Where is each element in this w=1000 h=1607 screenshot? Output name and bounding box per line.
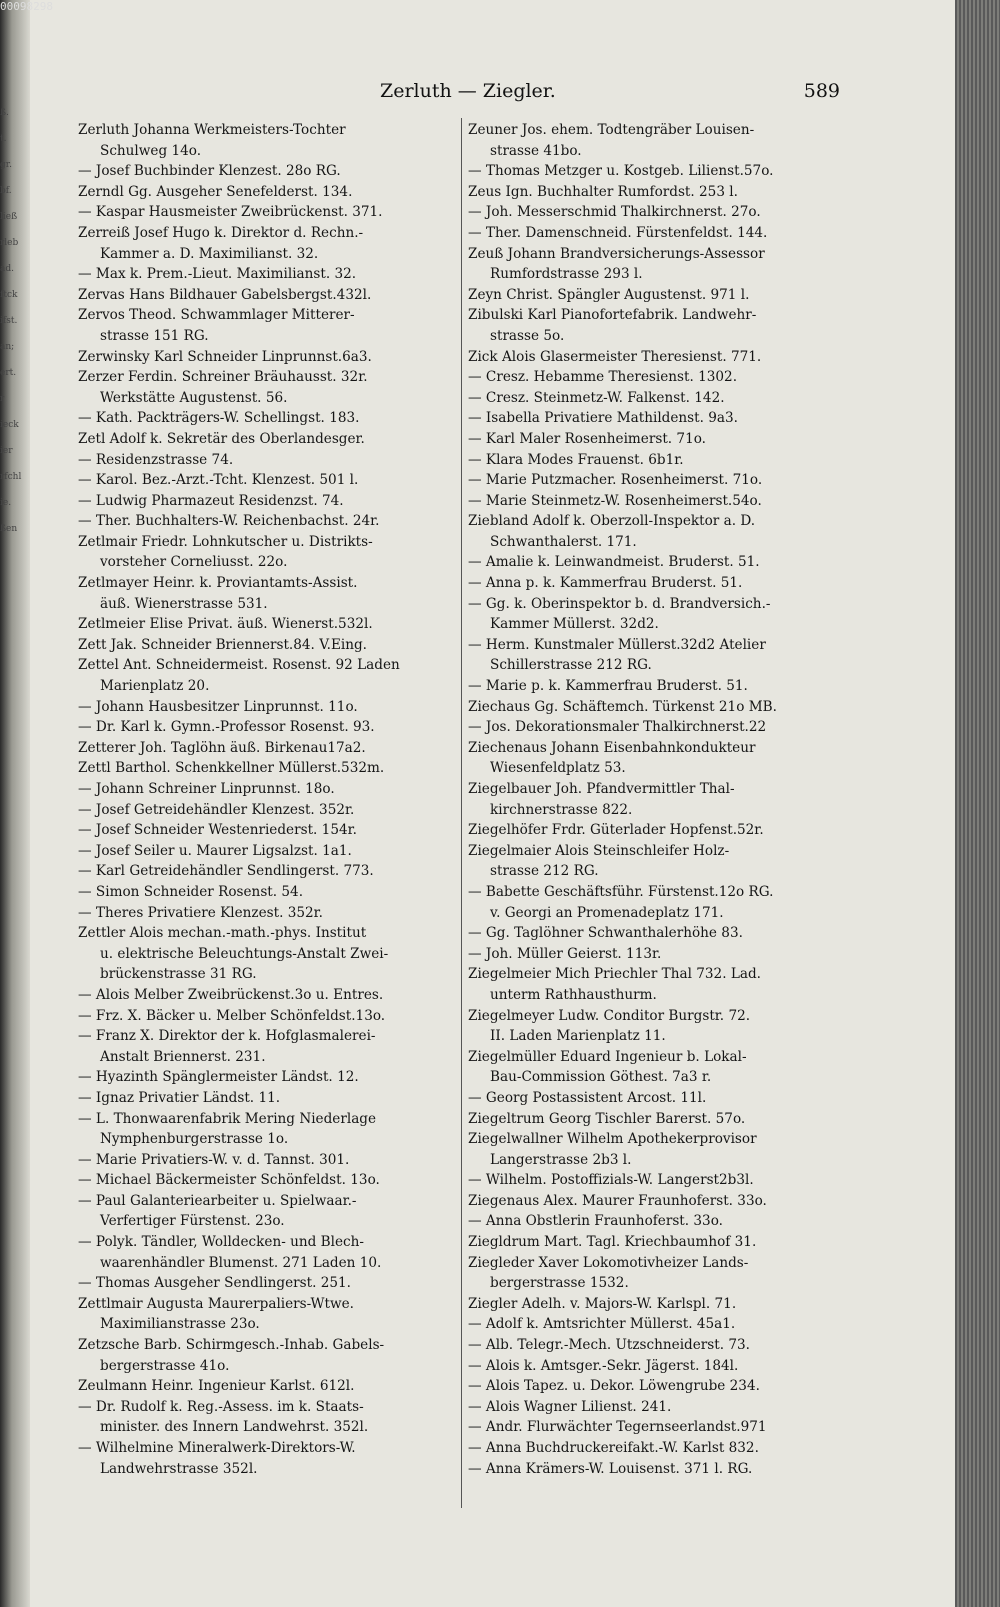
right-page-edge — [955, 0, 1000, 1607]
directory-entry: — L. Thonwaarenfabrik Mering Niederlage — [78, 1110, 377, 1127]
directory-entry: — Joh. Messerschmid Thalkirchnerst. 27o. — [468, 204, 761, 221]
directory-entry: bergerstrasse 41o. — [100, 1357, 230, 1374]
directory-entry: Zick Alois Glasermeister Theresienst. 771. — [468, 348, 762, 365]
directory-entry: — Frz. X. Bäcker u. Melber Schönfeldst.13o. — [78, 1007, 386, 1024]
directory-entry: — Cresz. Hebamme Theresienst. 1302. — [468, 369, 738, 386]
directory-entry: — Gg. Taglöhner Schwanthalerhöhe 83. — [468, 925, 743, 942]
stub-fragment: r — [0, 394, 5, 404]
directory-entry: — Michael Bäckermeister Schönfeldst. 13o. — [78, 1172, 380, 1189]
directory-entry: Zerreiß Josef Hugo k. Direktor d. Rechn.- — [78, 224, 364, 241]
directory-entry: Ziegelmaier Alois Steinschleifer Holz- — [468, 842, 730, 859]
directory-entry: — Andr. Flurwächter Tegernseerlandst.971 — [468, 1419, 767, 1436]
directory-entry: Ziebland Adolf k. Oberzoll-Inspektor a. D. — [468, 513, 756, 530]
directory-entry: Zeyn Christ. Spängler Augustenst. 971 l. — [468, 286, 750, 303]
directory-entry: Wiesenfeldplatz 53. — [490, 760, 626, 777]
directory-entry: Ziechaus Gg. Schäftemch. Türkenst 21o MB. — [468, 698, 777, 715]
directory-entry: — Kaspar Hausmeister Zweibrückenst. 371. — [78, 204, 383, 221]
directory-entry: — Josef Getreidehändler Klenzest. 352r. — [78, 801, 355, 818]
directory-entry: Ziegler Adelh. v. Majors-W. Karlspl. 71. — [468, 1295, 737, 1312]
directory-entry: — Josef Buchbinder Klenzest. 28o RG. — [78, 163, 341, 180]
stub-fragment: ieck — [0, 420, 19, 430]
directory-entry: Zetterer Joh. Taglöhn äuß. Birkenau17a2. — [78, 739, 366, 756]
directory-entry: unterm Rathhausthurm. — [490, 986, 657, 1003]
directory-entry: — Ignaz Privatier Ländst. 11. — [78, 1089, 281, 1106]
directory-entry: — Jos. Dekorationsmaler Thalkirchnerst.22 — [468, 719, 767, 736]
stub-fragment: ert. — [0, 368, 17, 378]
stub-fragment: ad. — [0, 264, 14, 274]
directory-entry: — Paul Galanteriearbeiter u. Spielwaar.- — [78, 1192, 357, 1209]
directory-entry: — Anna p. k. Kammerfrau Bruderst. 51. — [468, 575, 743, 592]
directory-entry: — Dr. Rudolf k. Reg.-Assess. im k. Staats- — [78, 1398, 364, 1415]
directory-entry: — Anna Krämers-W. Louisenst. 371 l. RG. — [468, 1460, 753, 1477]
directory-entry: — Max k. Prem.-Lieut. Maximilianst. 32. — [78, 266, 357, 283]
directory-entry: Zeuner Jos. ehem. Todtengräber Louisen- — [468, 122, 755, 138]
directory-entry: — Thomas Metzger u. Kostgeb. Lilienst.57o. — [468, 163, 774, 180]
directory-entry: — Babette Geschäftsführ. Fürstenst.12o RG. — [468, 883, 774, 900]
directory-entry: Marienplatz 20. — [100, 678, 210, 695]
directory-entry: Zetlmayer Heinr. k. Proviantamts-Assist. — [78, 575, 358, 592]
stub-fragment: ifst. — [0, 316, 18, 326]
directory-entry: — Adolf k. Amtsrichter Müllerst. 45a1. — [468, 1316, 736, 1333]
directory-entry: bergerstrasse 1532. — [490, 1275, 629, 1292]
directory-entry: Ziegelmüller Eduard Ingenieur b. Lokal- — [468, 1048, 747, 1065]
directory-entry: strasse 212 RG. — [490, 863, 599, 880]
directory-entry: strasse 151 RG. — [100, 327, 209, 344]
directory-entry: — Marie Steinmetz-W. Rosenheimerst.54o. — [468, 492, 762, 509]
stub-fragment: rleb — [0, 238, 19, 248]
stub-fragment: bf. — [0, 186, 12, 196]
directory-entry: — Amalie k. Leinwandmeist. Bruderst. 51. — [468, 554, 760, 571]
directory-entry: Zerluth Johanna Werkmeisters-Tochter — [78, 122, 346, 138]
directory-entry: Ziegelwallner Wilhelm Apothekerprovisor — [468, 1131, 757, 1148]
stub-fragment: ßen — [0, 524, 18, 534]
directory-entry: Ziechenaus Johann Eisenbahnkondukteur — [468, 739, 756, 756]
directory-entry: Zetl Adolf k. Sekretär des Oberlandesger. — [78, 430, 365, 447]
directory-entry: — Alois Tapez. u. Dekor. Löwengrube 234. — [468, 1378, 760, 1395]
directory-entry: Ziegelmeyer Ludw. Conditor Burgstr. 72. — [468, 1007, 751, 1024]
directory-entry: waarenhändler Blumenst. 271 Laden 10. — [100, 1254, 382, 1271]
directory-entry: — Johann Schreiner Linprunnst. 18o. — [78, 781, 335, 797]
directory-entry: — Cresz. Steinmetz-W. Falkenst. 142. — [468, 389, 725, 406]
directory-entry: Zetlmair Friedr. Lohnkutscher u. Distrikts- — [78, 533, 373, 550]
directory-entry: — Alois k. Amtsger.-Sekr. Jägerst. 184l. — [468, 1357, 739, 1374]
directory-entry: Zettl Barthol. Schenkkellner Müllerst.532m. — [78, 760, 385, 777]
directory-entry: — Hyazinth Spänglermeister Ländst. 12. — [78, 1069, 359, 1086]
directory-entry: strasse 41bo. — [490, 142, 582, 159]
directory-entry: Nymphenburgerstrasse 1o. — [100, 1131, 289, 1148]
directory-entry: Anstalt Briennerst. 231. — [100, 1048, 266, 1065]
stub-fragment: ier — [0, 446, 13, 456]
directory-entry: Zerndl Gg. Ausgeher Senefelderst. 134. — [78, 183, 353, 200]
directory-entry: — Franz X. Direktor der k. Hofglasmalerei- — [78, 1028, 376, 1045]
directory-entry: Maximilianstrasse 23o. — [100, 1316, 260, 1333]
directory-entry: v. Georgi an Promenadeplatz 171. — [490, 904, 724, 921]
running-title: Zerluth — Ziegler. — [380, 80, 556, 102]
stub-fragment: an; — [0, 342, 15, 352]
directory-entry: Kammer Müllerst. 32d2. — [490, 616, 659, 633]
directory-entry: Zeuß Johann Brandversicherungs-Assessor — [468, 245, 765, 262]
directory-entry: Rumfordstrasse 293 l. — [490, 266, 643, 283]
directory-entry: — Karl Getreidehändler Sendlingerst. 773. — [78, 863, 374, 880]
directory-entry: Zettel Ant. Schneidermeist. Rosenst. 92 Laden — [78, 657, 400, 674]
directory-entry: — Josef Schneider Westenriederst. 154r. — [78, 822, 357, 839]
directory-entry: — Marie p. k. Kammerfrau Bruderst. 51. — [468, 678, 748, 695]
directory-entry: u. elektrische Beleuchtungs-Anstalt Zwei- — [100, 945, 389, 962]
directory-entry: — Joh. Müller Geierst. 113r. — [468, 945, 662, 962]
column-divider — [461, 118, 462, 1508]
stub-fragment: gr. — [0, 160, 12, 170]
directory-entry: Bau-Commission Göthest. 7a3 r. — [490, 1069, 712, 1086]
directory-entry: Schillerstrasse 212 RG. — [490, 657, 652, 674]
directory-entry: — Josef Seiler u. Maurer Ligsalzst. 1a1. — [78, 842, 352, 859]
stub-fragment: t. — [0, 134, 7, 144]
directory-entry: brückenstrasse 31 RG. — [100, 966, 257, 983]
left-column — [78, 120, 458, 1520]
directory-entry: — Ther. Buchhalters-W. Reichenbachst. 24r. — [78, 513, 380, 530]
directory-entry: — Johann Hausbesitzer Linprunnst. 11o. — [78, 698, 358, 715]
corner-id: 00098298 — [0, 0, 53, 13]
directory-entry: — Simon Schneider Rosenst. 54. — [78, 883, 304, 900]
directory-entry: Ziegelhöfer Frdr. Güterlader Hopfenst.52r. — [468, 822, 764, 839]
stub-fragment: rfchl — [0, 472, 22, 482]
directory-entry: — Kath. Packträgers-W. Schellingst. 183. — [78, 410, 360, 427]
page-header — [80, 80, 840, 112]
directory-entry: — Dr. Karl k. Gymn.-Professor Rosenst. 93. — [78, 719, 375, 736]
directory-entry: Zeulmann Heinr. Ingenieur Karlst. 612l. — [78, 1378, 355, 1395]
directory-entry: Zerzer Ferdin. Schreiner Bräuhausst. 32r. — [78, 369, 368, 386]
directory-entry: — Theres Privatiere Klenzest. 352r. — [78, 904, 323, 921]
directory-entry: Zibulski Karl Pianofortefabrik. Landwehr- — [468, 307, 757, 324]
directory-entry: — Alb. Telegr.-Mech. Utzschneiderst. 73. — [468, 1337, 750, 1354]
directory-entry: Verfertiger Fürstenst. 23o. — [100, 1213, 285, 1230]
directory-entry: kirchnerstrasse 822. — [490, 801, 633, 818]
directory-entry: — Ther. Damenschneid. Fürstenfeldst. 144. — [468, 224, 768, 241]
stub-fragment: ftck — [0, 290, 18, 300]
directory-entry: — Herm. Kunstmaler Müllerst.32d2 Atelier — [468, 636, 766, 653]
directory-entry: — Anna Buchdruckereifakt.-W. Karlst 832. — [468, 1440, 759, 1456]
directory-entry: Zervas Hans Bildhauer Gabelsbergst.432l. — [78, 286, 372, 303]
directory-entry: Landwehrstrasse 352l. — [100, 1460, 258, 1477]
directory-entry: II. Laden Marienplatz 11. — [490, 1028, 666, 1045]
right-column — [468, 120, 848, 1520]
directory-entry: — Georg Postassistent Arcost. 11l. — [468, 1089, 707, 1106]
left-page-stub — [0, 100, 30, 1580]
stub-fragment: ie. — [0, 498, 12, 508]
directory-entry: — Gg. k. Oberinspektor b. d. Brandversich.- — [468, 595, 771, 612]
directory-entry: Ziegeltrum Georg Tischler Barerst. 57o. — [468, 1110, 746, 1127]
directory-entry: — Polyk. Tändler, Wolldecken- und Blech- — [78, 1234, 364, 1251]
directory-entry: Zerwinsky Karl Schneider Linprunnst.6a3. — [78, 348, 372, 365]
directory-entry: — Isabella Privatiere Mathildenst. 9a3. — [468, 410, 738, 427]
directory-entry: Kammer a. D. Maximilianst. 32. — [100, 245, 319, 262]
directory-entry: — Alois Wagner Lilienst. 241. — [468, 1398, 672, 1415]
directory-entry: — Wilhelm. Postoffizials-W. Langerst2b3l. — [468, 1172, 754, 1189]
directory-entry: Zettlmair Augusta Maurerpaliers-Wtwe. — [78, 1295, 354, 1312]
stub-fragment: ß. — [0, 108, 9, 118]
directory-entry: Ziegleder Xaver Lokomotivheizer Lands- — [468, 1254, 749, 1271]
directory-entry: — Thomas Ausgeher Sendlingerst. 251. — [78, 1275, 351, 1292]
directory-entry: Schwanthalerst. 171. — [490, 533, 637, 550]
directory-entry: — Alois Melber Zweibrückenst.3o u. Entres. — [78, 986, 384, 1003]
directory-entry: Zett Jak. Schneider Briennerst.84. V.Eing. — [78, 636, 368, 653]
directory-entry: — Anna Obstlerin Fraunhoferst. 33o. — [468, 1213, 723, 1230]
directory-entry: Ziegenaus Alex. Maurer Fraunhoferst. 33o. — [468, 1192, 767, 1209]
directory-entry: Langerstrasse 2b3 l. — [490, 1151, 632, 1168]
directory-entry: Zervos Theod. Schwammlager Mitterer- — [78, 307, 355, 324]
directory-entry: — Marie Putzmacher. Rosenheimerst. 71o. — [468, 472, 763, 489]
directory-entry: minister. des Innern Landwehrst. 352l. — [100, 1419, 369, 1436]
directory-entry: Werkstätte Augustenst. 56. — [100, 389, 288, 406]
directory-entry: äuß. Wienerstrasse 531. — [100, 595, 268, 612]
directory-entry: Ziegelmeier Mich Priechler Thal 732. Lad. — [468, 966, 761, 983]
directory-entry: Zeus Ign. Buchhalter Rumfordst. 253 l. — [468, 183, 738, 200]
directory-entry: Ziegldrum Mart. Tagl. Kriechbaumhof 31. — [468, 1234, 757, 1251]
directory-entry: — Residenzstrasse 74. — [78, 451, 234, 468]
directory-entry: — Marie Privatiers-W. v. d. Tannst. 301. — [78, 1151, 350, 1168]
directory-entry: strasse 5o. — [490, 327, 565, 344]
directory-entry: — Karol. Bez.-Arzt.-Tcht. Klenzest. 501 l. — [78, 472, 359, 489]
stub-fragment: ließ — [0, 212, 18, 222]
directory-entry: Ziegelbauer Joh. Pfandvermittler Thal- — [468, 781, 735, 797]
directory-entry: — Ludwig Pharmazeut Residenzst. 74. — [78, 492, 344, 509]
directory-entry: — Karl Maler Rosenheimerst. 71o. — [468, 430, 706, 447]
directory-entry: Zetzsche Barb. Schirmgesch.-Inhab. Gabels- — [78, 1337, 385, 1354]
directory-entry: vorsteher Corneliusst. 22o. — [100, 554, 288, 571]
directory-entry: Zettler Alois mechan.-math.-phys. Institut — [78, 925, 367, 942]
directory-entry: Schulweg 14o. — [100, 142, 202, 159]
directory-entry: Zetlmeier Elise Privat. äuß. Wienerst.532l. — [78, 616, 373, 633]
page-number: 589 — [803, 80, 840, 102]
directory-entry: — Wilhelmine Mineralwerk-Direktors-W. — [78, 1440, 356, 1456]
directory-entry: — Klara Modes Frauenst. 6b1r. — [468, 451, 684, 468]
